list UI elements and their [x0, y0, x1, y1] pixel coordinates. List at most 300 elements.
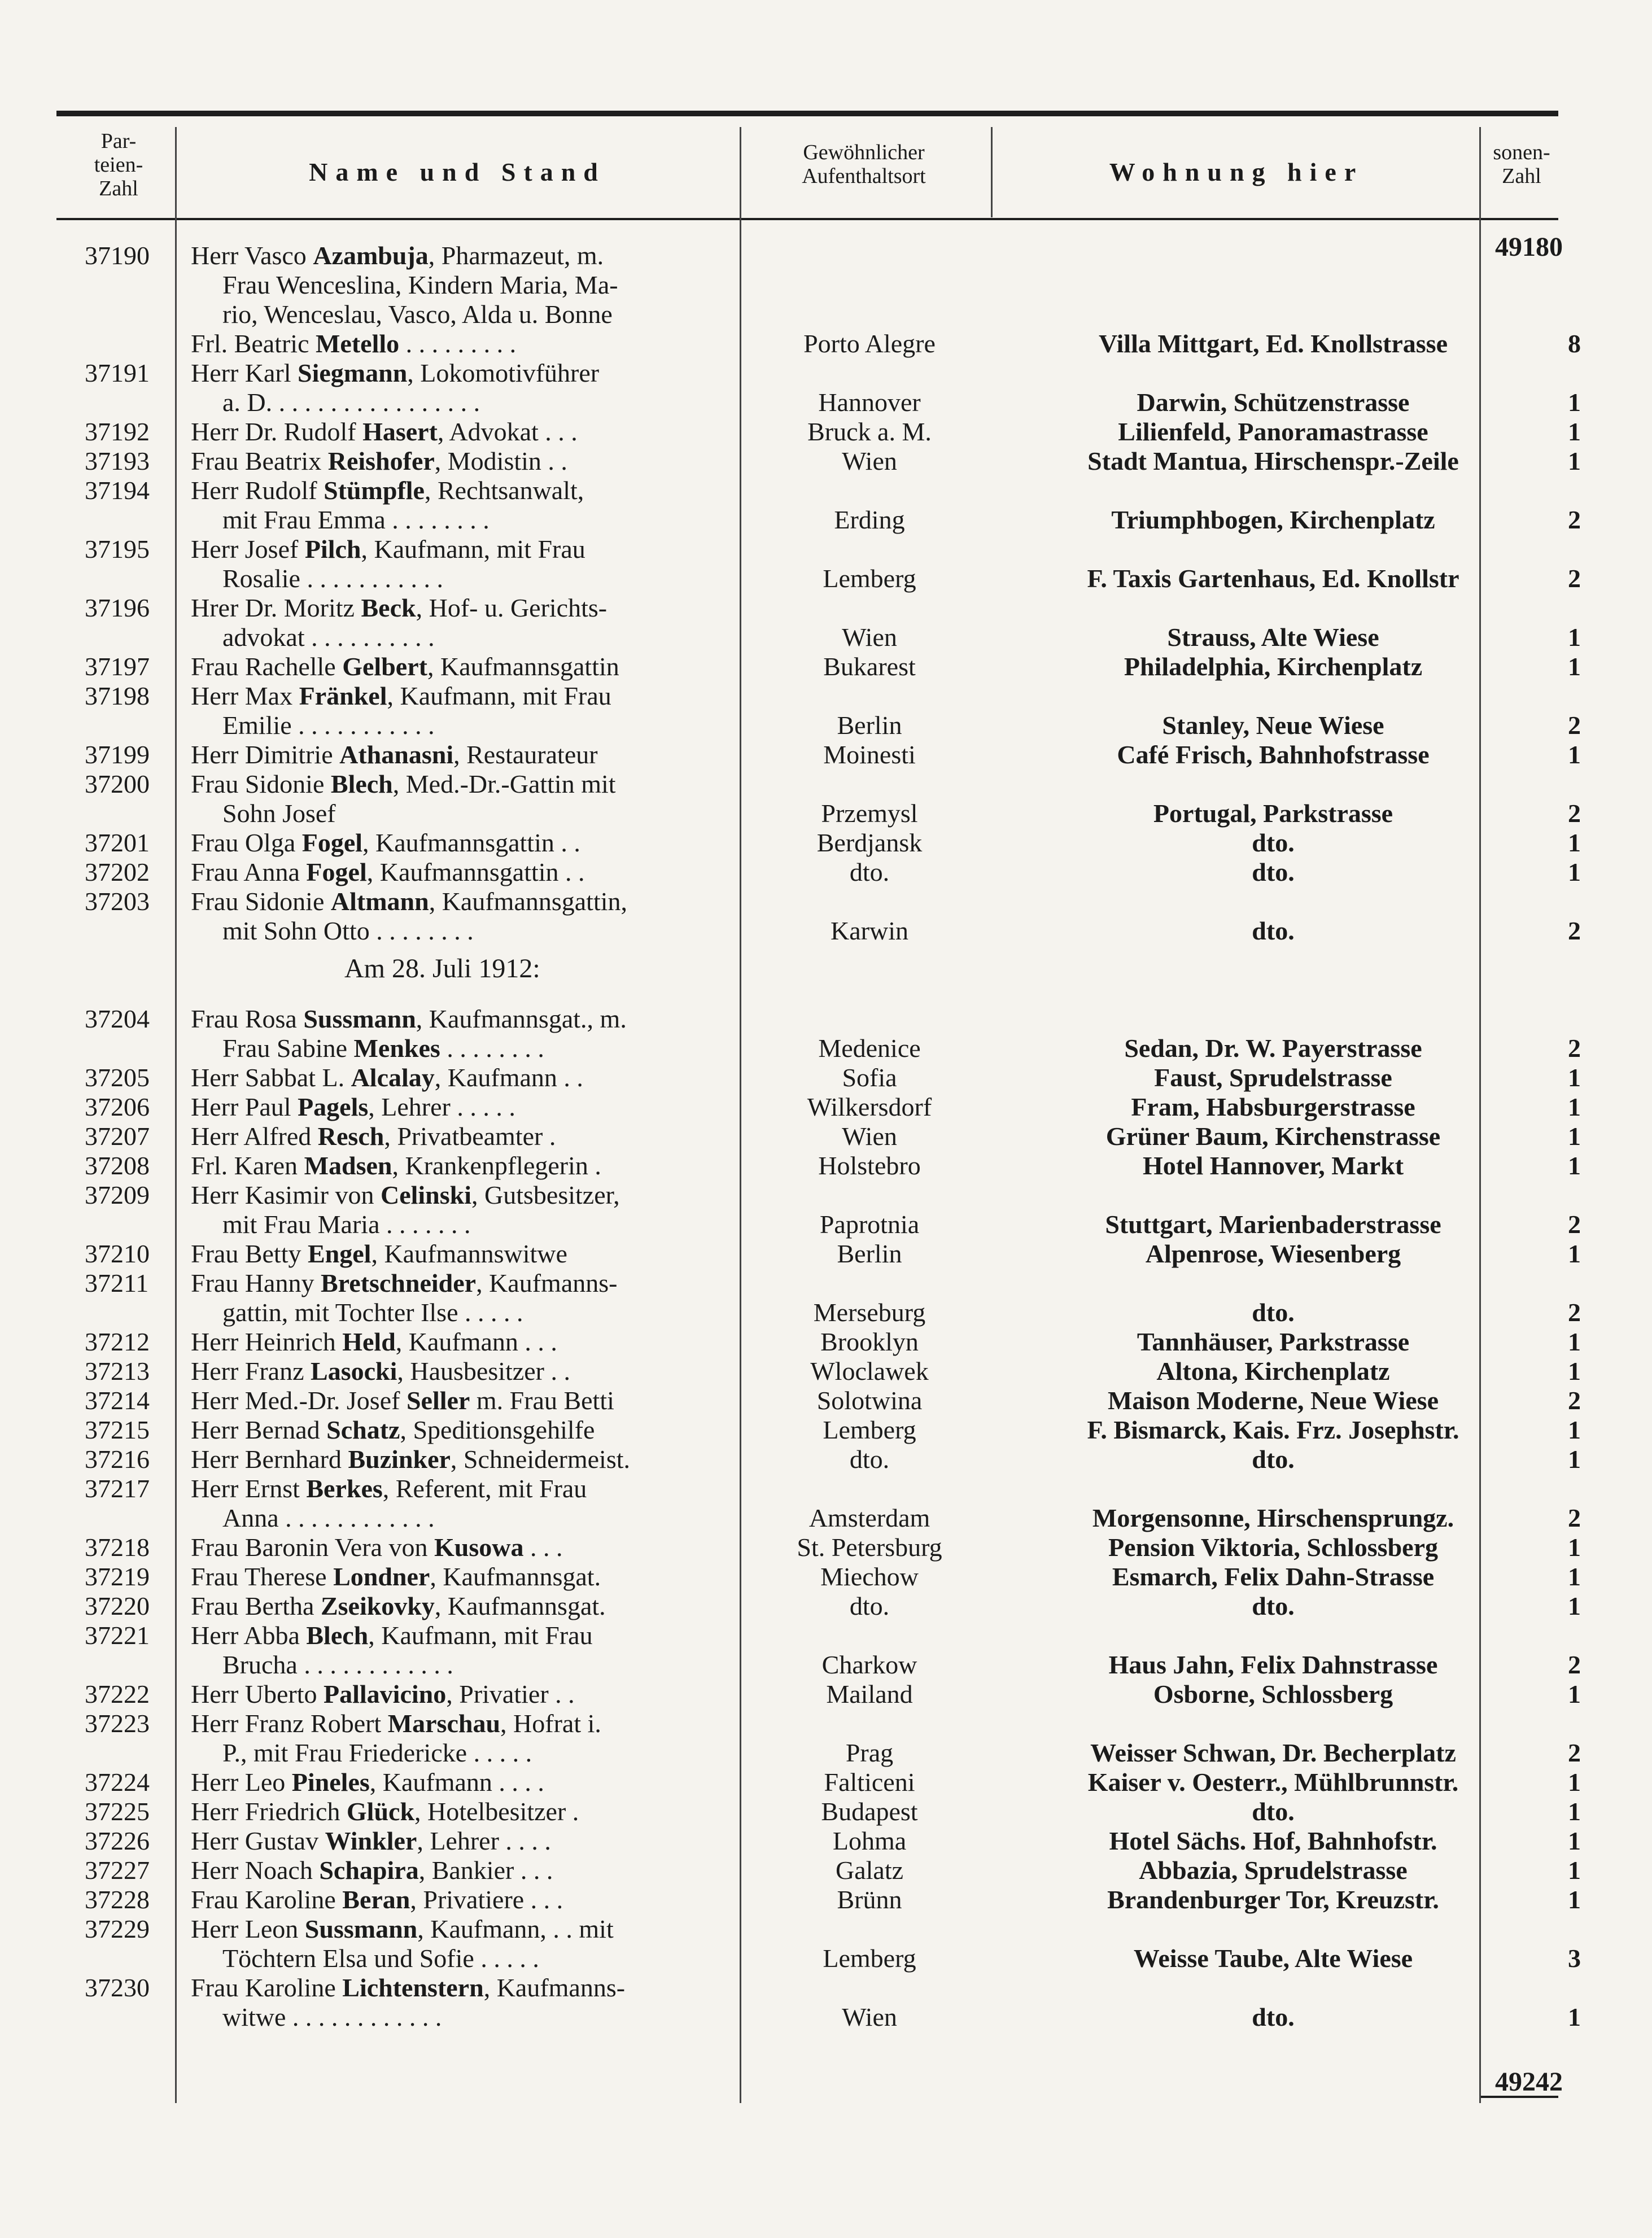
date-separator: Am 28. Juli 1912: — [344, 954, 540, 984]
person-count: 1 — [1568, 1885, 1581, 1914]
surname: Celinski — [380, 1181, 472, 1209]
name-text: Frau Baronin Vera von — [191, 1533, 434, 1562]
name-text: Herr Franz — [191, 1357, 311, 1385]
surname: Bretschneider — [320, 1269, 477, 1297]
register-row — [85, 384, 1581, 417]
party-number: 37208 — [85, 1151, 150, 1180]
register-row — [85, 531, 1575, 563]
name-text: , Privatiere . . . — [410, 1885, 563, 1914]
person-count: 1 — [1568, 1768, 1581, 1796]
local-address: Triumphbogen, Kirchenplatz — [1111, 505, 1435, 534]
surname: Metello — [316, 329, 400, 358]
surname: Kusowa — [434, 1533, 524, 1562]
party-number: 37205 — [85, 1063, 150, 1092]
origin-city: Bruck a. M. — [807, 417, 932, 446]
surname: Glück — [346, 1797, 415, 1826]
name-text: Emilie . . . . . . . . . . . — [222, 711, 435, 740]
person-count: 1 — [1568, 652, 1581, 681]
party-number: 37194 — [85, 476, 150, 505]
name-text: Herr Bernhard — [191, 1445, 348, 1474]
name-text: , Lokomotivführer — [407, 359, 600, 387]
origin-city: Mailand — [826, 1680, 913, 1708]
party-number: 37206 — [85, 1092, 150, 1121]
name-text: advokat . . . . . . . . . . — [222, 623, 435, 652]
name-text: , Krankenpflegerin . — [392, 1151, 601, 1180]
name-text: , Lehrer . . . . . — [368, 1092, 515, 1121]
party-number: 37210 — [85, 1239, 150, 1268]
name-text: , Pharmazeut, m. — [428, 241, 604, 270]
origin-city: Wilkersdorf — [807, 1092, 932, 1121]
register-row — [85, 501, 1581, 534]
surname: Siegmann — [298, 359, 408, 387]
party-number: 37221 — [85, 1621, 150, 1650]
name-text: Herr Alfred — [191, 1122, 318, 1151]
name-text: Herr Abba — [191, 1621, 307, 1650]
register-row — [85, 1558, 1581, 1591]
name-text: , Privatier . . — [446, 1680, 575, 1708]
header-id-column: Par- teien- Zahl — [94, 129, 143, 200]
name-text: Frau Sidonie — [191, 887, 331, 916]
name-text: Frau Hanny — [191, 1269, 321, 1297]
name-text: , Med.-Dr.-Gattin mit — [392, 770, 616, 798]
name-text: gattin, mit Tochter Ilse . . . . . — [222, 1298, 523, 1327]
local-address: Hotel Sächs. Hof, Bahnhofstr. — [1109, 1826, 1437, 1855]
local-address: dto. — [1252, 2003, 1295, 2031]
surname: Engel — [307, 1239, 372, 1268]
origin-city: Sofia — [842, 1063, 897, 1092]
local-address: dto. — [1252, 1797, 1295, 1826]
register-row — [85, 677, 1575, 710]
local-address: Esmarch, Felix Dahn-Strasse — [1112, 1562, 1435, 1591]
name-text: Herr Josef — [191, 535, 305, 563]
surname: Menkes — [353, 1034, 440, 1063]
origin-city: Galatz — [835, 1856, 904, 1885]
opening-total: 49180 — [1495, 232, 1563, 262]
surname: Fogel — [301, 828, 363, 857]
person-count: 1 — [1568, 388, 1581, 417]
surname: Stümpfle — [324, 476, 425, 505]
name-text: Herr Rudolf — [191, 476, 324, 505]
name-text: , Rechtsanwalt, — [424, 476, 584, 505]
local-address: Fram, Habsburgerstrasse — [1131, 1092, 1415, 1121]
person-count: 2 — [1568, 799, 1581, 828]
surname: Lichtenstern — [342, 1973, 484, 2002]
register-row — [85, 1881, 1581, 1914]
party-number: 37200 — [85, 770, 150, 798]
name-text: Anna . . . . . . . . . . . . — [222, 1503, 435, 1532]
surname: Zseikovky — [320, 1592, 435, 1620]
register-row — [85, 1353, 1581, 1385]
origin-city: Moinesti — [823, 740, 916, 769]
person-count: 1 — [1568, 1122, 1581, 1151]
header-persons-column: sonen- Zahl — [1493, 141, 1550, 188]
register-table — [85, 237, 1581, 2031]
local-address: F. Taxis Gartenhaus, Ed. Knollstr — [1087, 564, 1459, 593]
origin-city: Solotwina — [816, 1386, 923, 1415]
closing-total: 49242 — [1495, 2067, 1563, 2097]
local-address: dto. — [1252, 1445, 1295, 1474]
local-address: Stanley, Neue Wiese — [1162, 711, 1384, 740]
register-row — [85, 1000, 1575, 1033]
register-row — [85, 1411, 1581, 1444]
register-row — [85, 1382, 1581, 1415]
origin-city: St. Petersburg — [797, 1533, 942, 1562]
register-row — [85, 443, 1581, 475]
register-row — [85, 795, 1581, 828]
local-address: Faust, Sprudelstrasse — [1154, 1063, 1392, 1092]
register-row — [85, 1734, 1581, 1767]
register-row — [85, 619, 1581, 652]
party-number: 37225 — [85, 1797, 150, 1826]
party-number: 37220 — [85, 1592, 150, 1620]
date-separator-row — [85, 942, 1575, 1000]
name-text: , Kaufmann, mit Frau — [387, 681, 611, 710]
name-text: a. D. . . . . . . . . . . . . . . . . — [222, 388, 480, 417]
origin-city: Berlin — [837, 1239, 902, 1268]
party-number: 37195 — [85, 535, 150, 563]
surname: Pineles — [291, 1768, 370, 1796]
register-row — [85, 1646, 1581, 1679]
name-text: Frau Therese — [191, 1562, 334, 1591]
person-count: 2 — [1568, 1034, 1581, 1063]
name-text: , Kaufmannsgattin . . — [366, 858, 585, 886]
register-row — [85, 1822, 1581, 1855]
origin-city: Berdjansk — [816, 828, 923, 857]
name-text: Herr Franz Robert — [191, 1709, 388, 1738]
column-rule-3 — [991, 127, 993, 217]
header-origin-column: Gewöhnlicher Aufenthaltsort — [802, 141, 926, 188]
origin-city: Charkow — [821, 1650, 917, 1679]
surname: Fogel — [306, 858, 367, 886]
local-address: Weisser Schwan, Dr. Becherplatz — [1090, 1738, 1456, 1767]
person-count: 1 — [1568, 1092, 1581, 1121]
name-text: , Kaufmann . . — [434, 1063, 583, 1092]
local-address: Weisse Taube, Alte Wiese — [1133, 1944, 1413, 1973]
name-text: Rosalie . . . . . . . . . . . — [222, 564, 443, 593]
party-number: 37211 — [85, 1269, 149, 1297]
name-text: , Schneidermeist. — [450, 1445, 630, 1474]
surname: Schapira — [319, 1856, 419, 1885]
name-text: Herr Leo — [191, 1768, 292, 1796]
name-text: Herr Paul — [191, 1092, 298, 1121]
party-number: 37192 — [85, 417, 150, 446]
surname: Seller — [406, 1386, 470, 1415]
party-number: 37215 — [85, 1415, 150, 1444]
party-number: 37219 — [85, 1562, 150, 1591]
name-text: mit Frau Maria . . . . . . . — [222, 1210, 471, 1239]
origin-city: Merseburg — [813, 1298, 926, 1327]
local-address: Stuttgart, Marienbaderstrasse — [1105, 1210, 1441, 1239]
surname: Blech — [330, 770, 393, 798]
origin-city: Brooklyn — [820, 1327, 919, 1356]
local-address: dto. — [1252, 1592, 1295, 1620]
name-text: , Modistin . . — [434, 447, 567, 475]
origin-city: Berlin — [837, 711, 902, 740]
party-number: 37227 — [85, 1856, 150, 1885]
name-text: , Referent, mit Frau — [382, 1474, 587, 1503]
person-count: 1 — [1568, 1680, 1581, 1708]
origin-city: Prag — [845, 1738, 894, 1767]
surname: Fränkel — [299, 681, 387, 710]
name-text: , Kaufmannsgat. — [430, 1562, 601, 1591]
name-text: mit Frau Emma . . . . . . . . — [222, 505, 490, 534]
local-address: Stadt Mantua, Hirschenspr.-Zeile — [1087, 447, 1459, 475]
person-count: 1 — [1568, 1327, 1581, 1356]
name-text: Herr Sabbat L. — [191, 1063, 351, 1092]
surname: Sussmann — [304, 1914, 418, 1943]
name-text: , Speditionsgehilfe — [400, 1415, 595, 1444]
local-address: dto. — [1252, 858, 1295, 886]
local-address: Sedan, Dr. W. Payerstrasse — [1124, 1034, 1422, 1063]
register-row — [85, 707, 1581, 740]
person-count: 1 — [1568, 1856, 1581, 1885]
name-text: Frau Sabine — [222, 1034, 354, 1063]
party-number: 37199 — [85, 740, 150, 769]
name-text: Töchtern Elsa und Sofie . . . . . — [222, 1944, 539, 1973]
register-row — [85, 589, 1575, 622]
origin-city: Lohma — [832, 1826, 907, 1855]
party-number: 37202 — [85, 858, 150, 886]
surname: Blech — [306, 1621, 369, 1650]
local-address: Darwin, Schützenstrasse — [1137, 388, 1410, 417]
name-text: Herr Friedrich — [191, 1797, 347, 1826]
local-address: Portugal, Parkstrasse — [1153, 799, 1393, 828]
local-address: dto. — [1252, 828, 1295, 857]
register-row — [85, 1030, 1581, 1063]
name-text: , Privatbeamter . — [384, 1122, 556, 1151]
name-text: Brucha . . . . . . . . . . . . — [222, 1650, 453, 1679]
name-text: Herr Leon — [191, 1914, 305, 1943]
origin-city: dto. — [849, 1445, 890, 1474]
party-number: 37203 — [85, 887, 150, 916]
register-row — [85, 736, 1581, 769]
origin-city: Wien — [842, 447, 897, 475]
name-text: P., mit Frau Friedericke . . . . . — [222, 1738, 532, 1767]
party-number: 37230 — [85, 1973, 150, 2002]
name-text: , Kaufmannswitwe — [371, 1239, 567, 1268]
person-count: 1 — [1568, 417, 1581, 446]
name-text: . . . — [523, 1533, 563, 1562]
name-text: , Restaurateur — [453, 740, 598, 769]
person-count: 1 — [1568, 447, 1581, 475]
surname: Sussmann — [303, 1004, 416, 1033]
name-text: Herr Heinrich — [191, 1327, 343, 1356]
surname: Azambuja — [313, 241, 429, 270]
person-count: 1 — [1568, 1533, 1581, 1562]
register-row — [85, 1940, 1581, 1973]
name-text: Herr Gustav — [191, 1826, 325, 1855]
party-number: 37193 — [85, 447, 150, 475]
name-text: Frau Sidonie — [191, 770, 331, 798]
register-row — [85, 1147, 1581, 1180]
origin-city: Budapest — [821, 1797, 918, 1826]
register-row — [85, 824, 1581, 857]
name-text: Herr Dimitrie — [191, 740, 340, 769]
party-number: 37198 — [85, 681, 150, 710]
party-number: 37197 — [85, 652, 150, 681]
register-row — [85, 1265, 1575, 1297]
origin-city: Wien — [842, 1122, 897, 1151]
surname: Altmann — [330, 887, 429, 916]
register-row — [85, 1177, 1575, 1209]
name-text: m. Frau Betti — [470, 1386, 614, 1415]
origin-city: Porto Alegre — [803, 329, 936, 358]
local-address: Hotel Hannover, Markt — [1142, 1151, 1404, 1180]
register-row — [85, 1294, 1581, 1327]
name-text: rio, Wenceslau, Vasco, Alda u. Bonne — [222, 300, 613, 329]
person-count: 1 — [1568, 828, 1581, 857]
name-text: Frau Bertha — [191, 1592, 321, 1620]
surname: Resch — [317, 1122, 384, 1151]
name-text: Sohn Josef — [222, 799, 336, 828]
person-count: 1 — [1568, 1151, 1581, 1180]
name-text: mit Sohn Otto . . . . . . . . — [222, 916, 474, 945]
register-row — [85, 1089, 1581, 1121]
local-address: Café Frisch, Bahnhofstrasse — [1117, 740, 1430, 769]
name-text: , Hof- u. Gerichts- — [416, 593, 608, 622]
origin-city: Paprotnia — [819, 1210, 920, 1239]
register-row — [85, 560, 1581, 593]
origin-city: Lemberg — [823, 1944, 916, 1973]
name-text: , Kaufmann . . . — [395, 1327, 557, 1356]
local-address: Abbazia, Sprudelstrasse — [1139, 1856, 1408, 1885]
surname: Alcalay — [351, 1063, 435, 1092]
name-text: Frl. Karen — [191, 1151, 304, 1180]
register-row — [85, 1969, 1575, 2002]
local-address: Haus Jahn, Felix Dahnstrasse — [1108, 1650, 1438, 1679]
person-count: 1 — [1568, 2003, 1581, 2031]
top-rule — [56, 111, 1558, 116]
party-number: 37204 — [85, 1004, 150, 1033]
register-row — [85, 1470, 1575, 1503]
person-count: 1 — [1568, 1415, 1581, 1444]
local-address: Grüner Baum, Kirchenstrasse — [1105, 1122, 1441, 1151]
local-address: dto. — [1252, 916, 1295, 945]
party-number: 37228 — [85, 1885, 150, 1914]
register-row — [85, 325, 1581, 358]
name-text: Frau Rosa — [191, 1004, 304, 1033]
name-text: , Bankier . . . — [418, 1856, 553, 1885]
register-row — [85, 413, 1581, 446]
surname: Schatz — [326, 1415, 400, 1444]
name-text: , Hotelbesitzer . — [414, 1797, 579, 1826]
register-row — [85, 237, 1575, 270]
origin-city: Holstebro — [818, 1151, 921, 1180]
surname: Madsen — [304, 1151, 392, 1180]
party-number: 37207 — [85, 1122, 150, 1151]
person-count: 2 — [1568, 1386, 1581, 1415]
person-count: 1 — [1568, 623, 1581, 652]
person-count: 2 — [1568, 1210, 1581, 1239]
register-row — [85, 1118, 1581, 1151]
name-text: Frau Olga — [191, 828, 302, 857]
name-text: Frau Rachelle — [191, 652, 343, 681]
origin-city: Karwin — [831, 916, 908, 945]
name-text: , Advokat . . . — [437, 417, 578, 446]
surname: Pilch — [304, 535, 361, 563]
name-text: , Hausbesitzer . . — [397, 1357, 570, 1385]
name-text: Herr Karl — [191, 359, 298, 387]
person-count: 1 — [1568, 1357, 1581, 1385]
name-text: witwe . . . . . . . . . . . . — [222, 2003, 442, 2031]
origin-city: Erding — [834, 505, 905, 534]
person-count: 1 — [1568, 1063, 1581, 1092]
person-count: 2 — [1568, 1738, 1581, 1767]
name-text: , Kaufmannsgat. — [434, 1592, 606, 1620]
local-address: Philadelphia, Kirchenplatz — [1124, 652, 1423, 681]
party-number: 37217 — [85, 1474, 150, 1503]
name-text: Frau Wenceslina, Kindern Maria, Ma- — [222, 270, 618, 299]
register-row — [85, 1529, 1581, 1562]
name-text: Herr Max — [191, 681, 299, 710]
person-count: 2 — [1568, 916, 1581, 945]
header-rule — [56, 218, 1558, 220]
surname: Berkes — [306, 1474, 383, 1503]
name-text: Herr Uberto — [191, 1680, 324, 1708]
party-number: 37224 — [85, 1768, 150, 1796]
party-number: 37190 — [85, 241, 150, 270]
name-text: Frau Anna — [191, 858, 307, 886]
party-number: 37218 — [85, 1533, 150, 1562]
party-number: 37209 — [85, 1181, 150, 1209]
person-count: 2 — [1568, 1503, 1581, 1532]
person-count: 1 — [1568, 1445, 1581, 1474]
register-row — [85, 766, 1575, 798]
origin-city: Miechow — [820, 1562, 919, 1591]
person-count: 1 — [1568, 740, 1581, 769]
origin-city: Lemberg — [823, 1415, 916, 1444]
local-address: Morgensonne, Hirschensprungz. — [1092, 1503, 1454, 1532]
person-count: 2 — [1568, 564, 1581, 593]
origin-city: Brünn — [837, 1885, 902, 1914]
party-number: 37229 — [85, 1914, 150, 1943]
party-number: 37223 — [85, 1709, 150, 1738]
origin-city: Wien — [842, 2003, 897, 2031]
local-address: Brandenburger Tor, Kreuzstr. — [1107, 1885, 1439, 1914]
origin-city: Hannover — [818, 388, 921, 417]
person-count: 2 — [1568, 505, 1581, 534]
register-row — [85, 1676, 1581, 1708]
register-row — [85, 1588, 1581, 1620]
origin-city: Amsterdam — [808, 1503, 930, 1532]
name-text: . . . . . . . . — [440, 1034, 544, 1063]
surname: Pagels — [298, 1092, 369, 1121]
local-address: Altona, Kirchenplatz — [1156, 1357, 1390, 1385]
origin-city: Lemberg — [823, 564, 916, 593]
name-text: Frau Karoline — [191, 1885, 343, 1914]
person-count: 1 — [1568, 1239, 1581, 1268]
register-row — [85, 1999, 1581, 2031]
party-number: 37222 — [85, 1680, 150, 1708]
local-address: Tannhäuser, Parkstrasse — [1137, 1327, 1410, 1356]
person-count: 1 — [1568, 1826, 1581, 1855]
register-row — [85, 1441, 1581, 1474]
surname: Beran — [342, 1885, 410, 1914]
register-row — [85, 1059, 1581, 1092]
name-text: Herr Noach — [191, 1856, 320, 1885]
name-text: Herr Dr. Rudolf — [191, 417, 363, 446]
name-text: Herr Med.-Dr. Josef — [191, 1386, 407, 1415]
surname: Reishofer — [327, 447, 435, 475]
register-row — [85, 296, 1575, 329]
person-count: 1 — [1568, 1562, 1581, 1591]
name-text: , Kaufmannsgat., m. — [416, 1004, 627, 1033]
surname: Hasert — [362, 417, 438, 446]
register-row — [85, 912, 1581, 945]
name-text: , Lehrer . . . . — [417, 1826, 551, 1855]
person-count: 2 — [1568, 1298, 1581, 1327]
register-row — [85, 1323, 1581, 1356]
